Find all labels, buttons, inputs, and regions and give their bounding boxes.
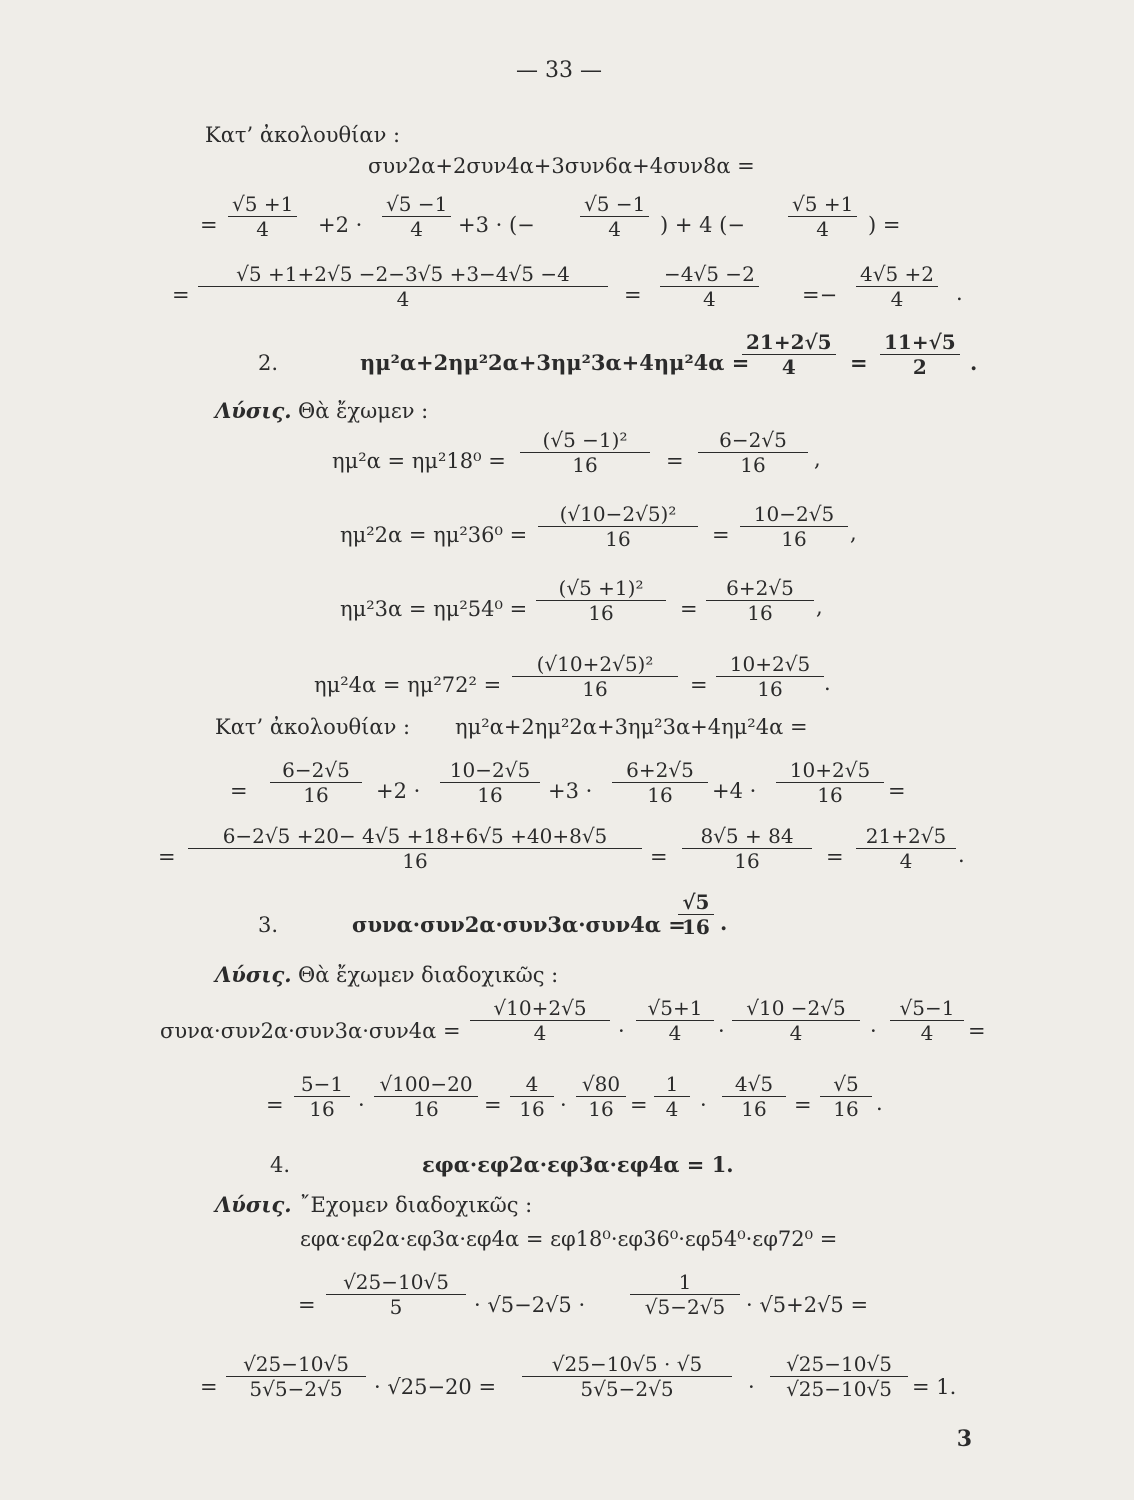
equals-sign: = [680, 597, 698, 621]
equals-sign: = [630, 1093, 648, 1117]
fraction: $\frac{1}{√5-2√5}$ [630, 1270, 740, 1319]
equals-sign: = [650, 845, 668, 869]
comma: , [850, 521, 857, 545]
dot: · [870, 1019, 877, 1043]
fraction: $\frac{21+2√5}{4}$ [742, 330, 836, 379]
problem-statement: ημ²α+2ημ²2α+3ημ²3α+4ημ²4α = [360, 350, 750, 375]
dot: · [358, 1093, 365, 1117]
fraction: $\frac{√5 -1}{4}$ [382, 192, 451, 241]
solution-label: Λύσις. [215, 962, 292, 987]
fraction: $\frac{4√5 +2}{4}$ [856, 262, 938, 311]
fraction: $\frac{√10 -2√5}{4}$ [732, 996, 860, 1045]
equals-sign: = [172, 283, 190, 307]
fraction: $\frac{\text{(√5 +1)²}}{16}$ [536, 576, 666, 625]
product-term: · √25−20 = [374, 1375, 497, 1399]
fraction: $\frac{6-2√5}{16}$ [698, 428, 808, 477]
period: . [824, 671, 831, 695]
equation-lhs: συνα·συν2α·συν3α·συν4α = [160, 1019, 461, 1043]
fraction: $\frac{10+2√5}{16}$ [716, 652, 824, 701]
result: = 1. [912, 1375, 957, 1399]
fraction: $\frac{-4√5 -2}{4}$ [660, 262, 759, 311]
fraction: $\frac{√5-1}{4}$ [890, 996, 964, 1045]
dot: · [618, 1019, 625, 1043]
equals-sign: = [158, 845, 176, 869]
fraction: $\frac{4}{16}$ [510, 1072, 554, 1121]
problem-statement: εφα·εφ2α·εφ3α·εφ4α = 1. [422, 1152, 734, 1177]
comma: , [816, 595, 823, 619]
operator: +4 · [712, 779, 757, 803]
equation-lhs: ημ²4α = ημ²72² = [314, 673, 502, 697]
fraction: $\frac{√80}{16}$ [576, 1072, 626, 1121]
solution-label: Λύσις. [215, 1192, 292, 1217]
equals-sign: = [888, 779, 906, 803]
period: . [876, 1091, 883, 1115]
conclusion-statement: ημ²α+2ημ²2α+3ημ²3α+4ημ²4α = [455, 715, 808, 739]
fraction: $\frac{10+2√5}{16}$ [776, 758, 884, 807]
equals-sign: = [624, 283, 642, 307]
dot: · [560, 1093, 567, 1117]
equation-line: εφα·εφ2α·εφ3α·εφ4α = εφ18⁰·εφ36⁰·εφ54⁰·εφ72⁰ = [300, 1227, 838, 1251]
equals-sign: = [794, 1093, 812, 1117]
equals-sign: = [484, 1093, 502, 1117]
problem-number: 2. [258, 351, 279, 375]
fraction: $\frac{√5+1}{4}$ [636, 996, 714, 1045]
operator: =− [802, 283, 838, 307]
sheet-number: 3 [956, 1426, 972, 1452]
equation-line: συν2α+2συν4α+3συν6α+4συν8α = [368, 154, 755, 178]
fraction: $\frac{10-2√5}{16}$ [440, 758, 540, 807]
fraction: $\frac{√5}{16}$ [678, 890, 714, 939]
equals-sign: = [200, 1375, 218, 1399]
solution-intro: Θὰ ἔχωμεν διαδοχικῶς : [298, 963, 559, 987]
equation-lhs: ημ²3α = ημ²54⁰ = [340, 597, 528, 621]
solution-intro: ῎Εχομεν διαδοχικῶς : [300, 1193, 533, 1217]
conclusion-intro: Κατ’ ἀκολουθίαν : [215, 715, 411, 739]
equals-sign: = [266, 1093, 284, 1117]
equals-sign: = [850, 350, 868, 375]
operator: ) = [868, 213, 901, 237]
fraction: $\frac{\text{(√10−2√5)²}}{16}$ [538, 502, 698, 551]
problem-statement: συνα·συν2α·συν3α·συν4α = [352, 912, 686, 937]
solution-intro: Θὰ ἔχωμεν : [298, 399, 429, 423]
fraction: $\frac{11+√5}{2}$ [880, 330, 960, 379]
dot: · [718, 1019, 725, 1043]
dot: · [748, 1375, 755, 1399]
fraction: $\frac{\text{(√10+2√5)²}}{16}$ [512, 652, 678, 701]
fraction: $\frac{6-2√5 +20- 4√5 +18+6√5 +40+8√5}{16}$ [188, 824, 642, 873]
operator: +3 · (− [458, 213, 535, 237]
fraction: $\frac{6-2√5}{16}$ [270, 758, 362, 807]
fraction: $\frac{√5 -1}{4}$ [580, 192, 649, 241]
equation-lhs: ημ²2α = ημ²36⁰ = [340, 523, 528, 547]
equals-sign: = [666, 449, 684, 473]
problem-number: 3. [258, 913, 279, 937]
page-number: — 33 — [516, 58, 602, 83]
operator: +2 · [376, 779, 421, 803]
operator: +2 · [318, 213, 363, 237]
equals-sign: = [200, 213, 218, 237]
operator: +3 · [548, 779, 593, 803]
fraction: $\frac{6+2√5}{16}$ [706, 576, 814, 625]
fraction: $\frac{√25-10√5}{5}$ [326, 1270, 466, 1319]
equals-sign: = [712, 523, 730, 547]
fraction: $\frac{5-1}{16}$ [294, 1072, 350, 1121]
fraction: $\frac{√5 +1}{4}$ [228, 192, 297, 241]
fraction: $\frac{√5}{16}$ [820, 1072, 872, 1121]
fraction: $\frac{√25-10√5}{√25-10√5}$ [770, 1352, 908, 1401]
intro-text: Κατ’ ἀκολουθίαν : [205, 123, 401, 147]
fraction: $\frac{√5 +1+2√5 -2-3√5 +3-4√5 -4}{4}$ [198, 262, 608, 311]
equals-sign: = [968, 1019, 986, 1043]
dot: · [700, 1093, 707, 1117]
fraction: $\frac{\text{(√5 −1)²}}{16}$ [520, 428, 650, 477]
fraction: $\frac{√10+2√5}{4}$ [470, 996, 610, 1045]
fraction: $\frac{√5 +1}{4}$ [788, 192, 857, 241]
fraction: $\frac{4√5}{16}$ [722, 1072, 786, 1121]
fraction: $\frac{21+2√5}{4}$ [856, 824, 956, 873]
fraction: $\frac{8√5 + 84}{16}$ [682, 824, 812, 873]
equals-sign: = [826, 845, 844, 869]
problem-number: 4. [270, 1153, 291, 1177]
fraction: $\frac{1}{4}$ [654, 1072, 690, 1121]
fraction: $\frac{10-2√5}{16}$ [740, 502, 848, 551]
fraction: $\frac{√25-10√5}{5√5-2√5}$ [226, 1352, 366, 1401]
comma: , [814, 447, 821, 471]
period: . [970, 350, 978, 375]
equals-sign: = [298, 1293, 316, 1317]
equals-sign: = [230, 779, 248, 803]
product-term: · √5+2√5 = [746, 1293, 869, 1317]
period: . [956, 281, 963, 305]
fraction: $\frac{√100-20}{16}$ [374, 1072, 478, 1121]
operator: ) + 4 (− [660, 213, 745, 237]
period: . [720, 910, 728, 935]
equation-lhs: ημ²α = ημ²18⁰ = [332, 449, 506, 473]
solution-label: Λύσις. [215, 398, 292, 423]
equals-sign: = [690, 673, 708, 697]
period: . [958, 843, 965, 867]
fraction: $\frac{6+2√5}{16}$ [612, 758, 708, 807]
fraction: $\frac{√25-10√5 \cdot √5}{5√5-2√5}$ [522, 1352, 732, 1401]
product-term: · √5−2√5 · [474, 1293, 586, 1317]
